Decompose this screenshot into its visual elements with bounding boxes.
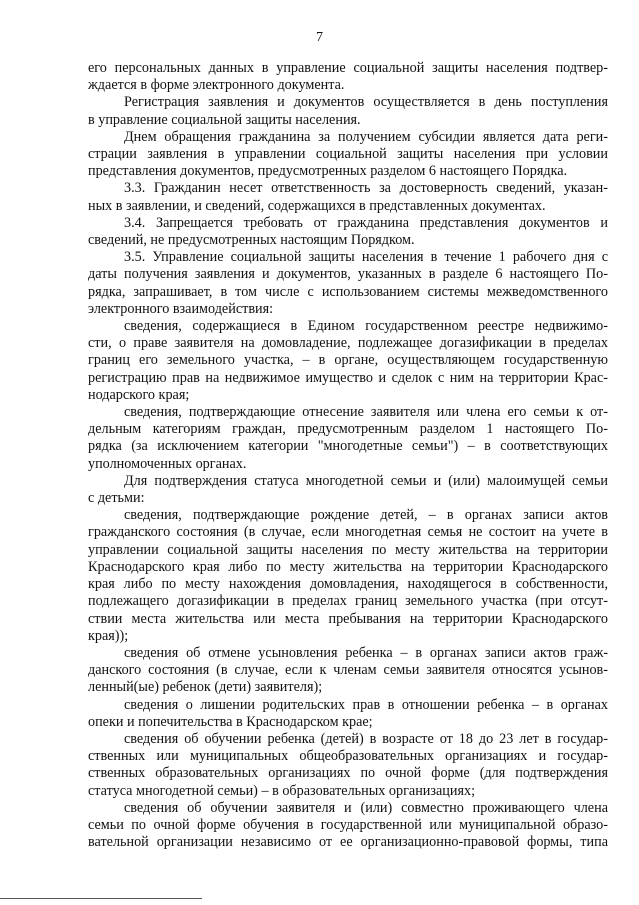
text-line: 3.4. Запрещается требовать от гражданина представления документов и	[124, 214, 608, 231]
text-line: нодарского края;	[88, 386, 190, 403]
text-line: уполномоченных органах.	[88, 455, 247, 472]
text-line: края));	[88, 627, 129, 644]
text-line: сведения об обучении заявителя и (или) совместно проживающего члена	[124, 799, 608, 816]
text-line: его персональных данных в управление социальной защиты населения подтвер-	[88, 60, 608, 76]
text-line: страции заявления в управлении социальной защиты населения при условии	[88, 146, 608, 163]
text-line: сведений, не предусмотренных настоящим Порядком.	[88, 232, 415, 249]
text-line: вательной организации независимо от ее организационно-правовой формы, типа	[88, 834, 608, 851]
text-line: дельным категориям граждан, предусмотренным разделом 1 настоящего По-	[88, 421, 608, 438]
text-line: Регистрация заявления и документов осуществляется в день поступления	[124, 94, 608, 111]
text-line: ствии места жительства или места пребывания на территории Краснодарского	[88, 610, 608, 627]
text-line: Краснодарского края либо по месту жительства на территории Краснодарского	[88, 558, 608, 575]
document-body	[88, 60, 608, 851]
text-line: Днем обращения гражданина за получением субсидии является дата реги-	[124, 128, 608, 145]
text-line: 3.5. Управление социальной защиты населения в течение 1 рабочего дня с	[124, 249, 608, 266]
text-line: гражданского состояния (в случае, если многодетная семья не состоит на учете в	[88, 524, 608, 541]
text-line: сведения, подтверждающие рождение детей, – в органах записи актов	[124, 507, 608, 524]
text-line: Для подтверждения статуса многодетной семьи и (или) малоимущей семьи	[124, 472, 608, 489]
text-line: подлежащего догазификации в пределах границ земельного участка (при отсут-	[88, 593, 608, 610]
text-line: сведения, содержащиеся в Едином государственном реестре недвижимо-	[124, 318, 608, 335]
text-line: данского состояния (в случае, если к членам семьи заявителя относятся усынов-	[88, 662, 608, 679]
text-line: ленный(ые) ребенок (дети) заявителя);	[88, 679, 323, 696]
text-line: сведения об отмене усыновления ребенка – в органах записи актов граж-	[124, 644, 608, 661]
text-line: даты получения заявления и документов, указанных в разделе 6 настоящего По-	[88, 266, 608, 283]
text-line: семьи по очной форме обучения в государственной или муниципальной образо-	[88, 816, 608, 833]
text-line: опеки и попечительства в Краснодарском крае;	[88, 713, 373, 730]
text-line: с детьми:	[88, 490, 145, 507]
text-line: сведения об обучении ребенка (детей) в возрасте от 18 до 23 лет в государ-	[124, 730, 608, 747]
text-line: регистрацию прав на недвижимое имущество и сделок с ним на территории Крас-	[88, 369, 608, 386]
text-line: статуса многодетной семьи) – в образовательных организациях;	[88, 782, 476, 799]
page-number: 7	[316, 30, 323, 45]
text-line: рядка (за исключением категории "многодетные семьи") – в соответствующих	[88, 438, 608, 455]
text-line: сведения, подтверждающие отнесение заявителя или члена его семьи к от-	[124, 404, 608, 421]
text-line: ственных образовательных организациях по очной форме (для подтверждения	[88, 765, 608, 782]
text-line: электронного взаимодействия:	[88, 300, 274, 317]
text-line: границ его земельного участка, – в органе, осуществляющем государственную	[88, 352, 608, 369]
text-line: сти, о праве заявителя на домовладение, подлежащее догазификации в пределах	[88, 335, 608, 352]
text-line: ственных или муниципальных общеобразовательных организациях и государ-	[88, 748, 608, 765]
text-line: сведения о лишении родительских прав в отношении ребенка – в органах	[124, 696, 608, 713]
text-line: ных в заявлении, и сведений, содержащихся в представленных документах.	[88, 197, 546, 214]
text-line: представления документов, предусмотренных разделом 6 настоящего Порядка.	[88, 163, 568, 180]
footer-rule	[0, 898, 202, 899]
text-line: ждается в форме электронного документа.	[88, 77, 345, 94]
text-line: в управление социальной защиты населения.	[88, 111, 361, 128]
text-line: рядка, запрашивает, в том числе с использованием системы межведомственного	[88, 283, 608, 300]
text-line: 3.3. Гражданин несет ответственность за достоверность сведений, указан-	[124, 180, 608, 197]
text-line: управлении социальной защиты населения по месту жительства на территории	[88, 541, 608, 558]
text-line: края либо по месту нахождения домовладения, находящегося в собственности,	[88, 576, 608, 593]
